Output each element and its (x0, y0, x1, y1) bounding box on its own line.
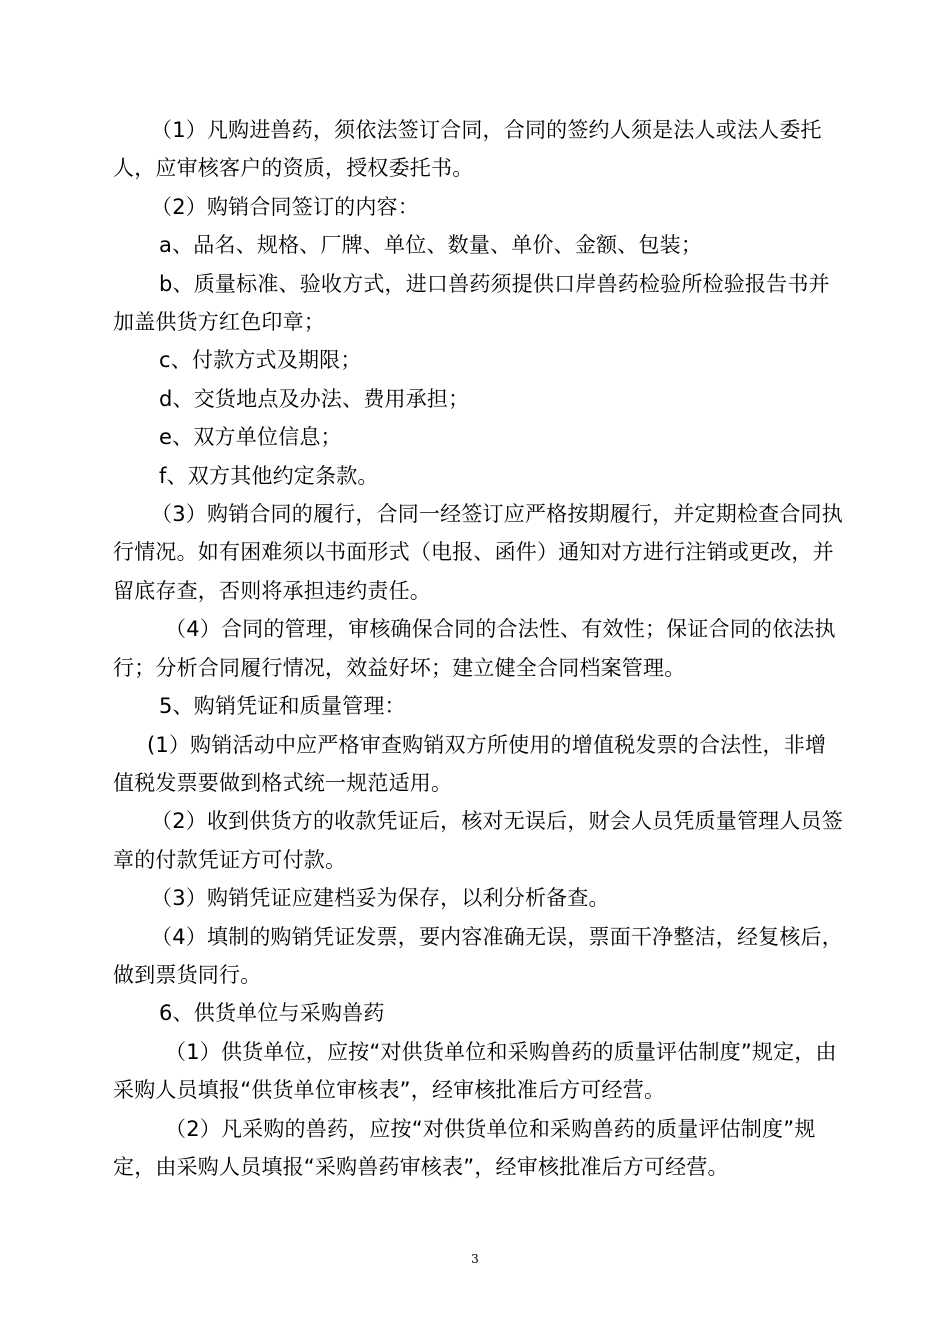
paragraph-contract-performance: （3）购销合同的履行，合同一经签订应严格按期履行，并定期检查合同执行情况。如有困难须以书面形式（电报、函件）通知对方进行注销或更改，并留底存查，否则将承担违约责任。 (113, 502, 843, 603)
paragraph-contract-signing: （1）凡购进兽药，须依法签订合同，合同的签约人须是法人或法人委托人，应审核客户的资质，授权委托书。 (113, 118, 822, 181)
paragraph-item-d: d、交货地点及办法、费用承担； (159, 386, 470, 411)
section-heading-6: 6、供货单位与采购兽药 (159, 1001, 385, 1026)
paragraph-purchased-drugs: （2）凡采购的兽药，应按“对供货单位和采购兽药的质量评估制度”规定，由采购人员填报“采购兽药审核表”，经审核批准后方可经营。 (113, 1116, 816, 1179)
paragraph-item-c: c、付款方式及期限； (159, 348, 362, 373)
paragraph-contract-management: （4）合同的管理，审核确保合同的合法性、有效性；保证合同的依法执行；分析合同履行情况，效益好坏；建立健全合同档案管理。 (113, 617, 836, 680)
paragraph-item-b: b、质量标准、验收方式，进口兽药须提供口岸兽药检验所检验报告书并加盖供货方红色印章； (113, 271, 830, 335)
document-body (113, 111, 843, 1186)
page-number: 3 (471, 1252, 479, 1266)
paragraph-contract-contents: （2）购销合同签订的内容： (151, 194, 419, 219)
paragraph-item-e: e、双方单位信息； (159, 425, 342, 450)
paragraph-item-f: f、双方其他约定条款。 (159, 463, 379, 488)
paragraph-invoice-filling: （4）填制的购销凭证发票，要内容准确无误，票面干净整洁，经复核后，做到票货同行。 (113, 924, 843, 987)
paragraph-payment-voucher: （2）收到供货方的收款凭证后，核对无误后，财会人员凭质量管理人员签章的付款凭证方可付款。 (113, 809, 843, 872)
paragraph-voucher-archive: （3）购销凭证应建档妥为保存，以利分析备查。 (151, 886, 610, 911)
paragraph-invoice-review: (1）购销活动中应严格审查购销双方所使用的增值税发票的合法性，非增值税发票要做到格式统一规范适用。 (113, 732, 827, 795)
paragraph-supplier-unit: （1）供货单位，应按“对供货单位和采购兽药的质量评估制度”规定，由采购人员填报“供货单位审核表”，经审核批准后方可经营。 (113, 1039, 837, 1103)
section-heading-5: 5、购销凭证和质量管理： (159, 694, 406, 719)
paragraph-item-a: a、品名、规格、厂牌、单位、数量、单价、金额、包装； (159, 233, 703, 258)
